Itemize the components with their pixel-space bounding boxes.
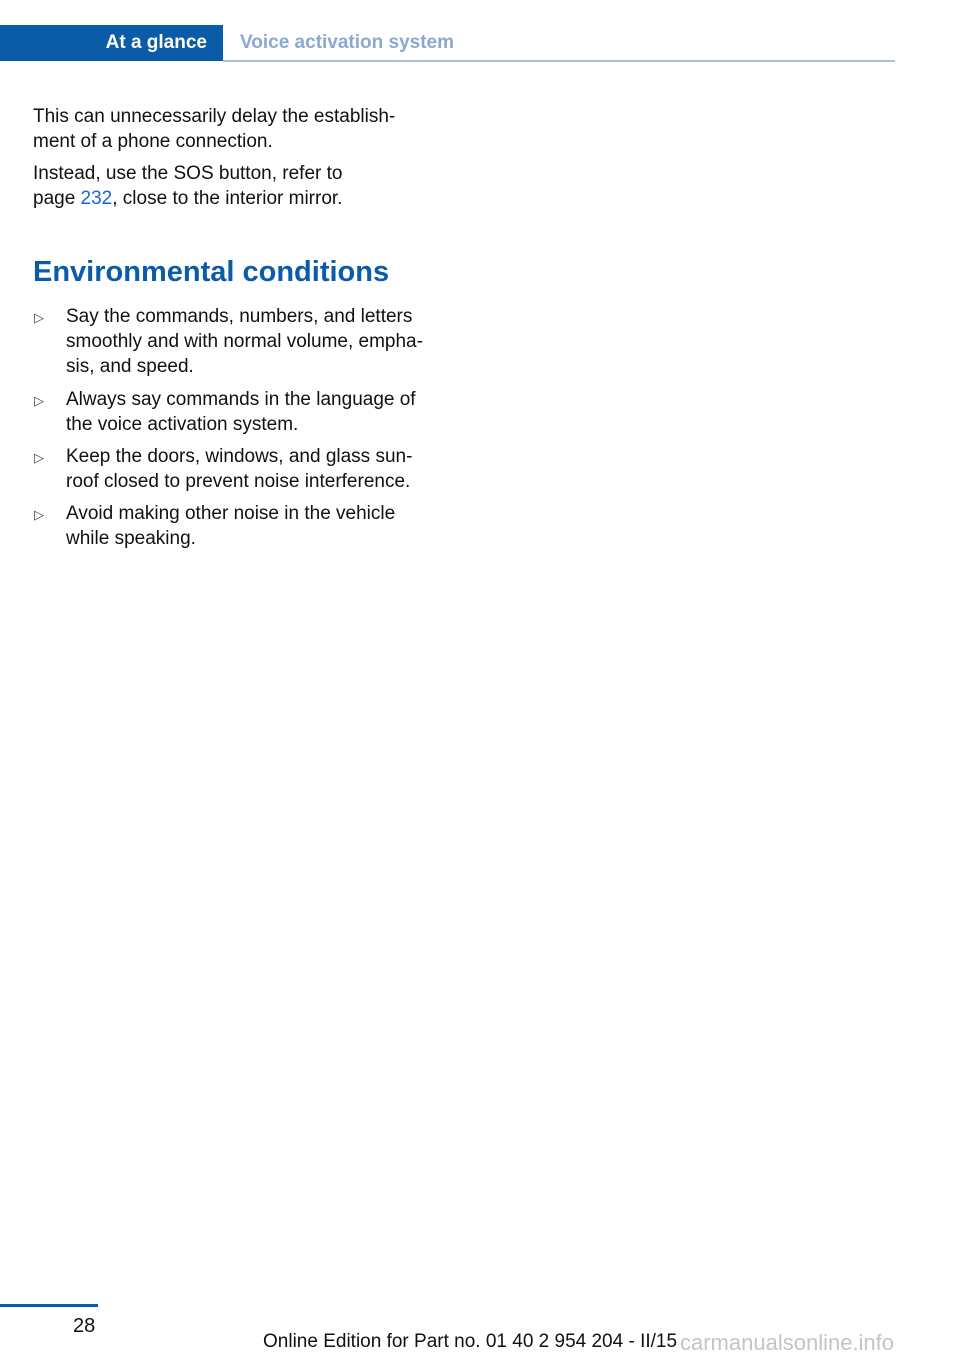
text: page [33, 188, 81, 209]
list-item: Avoid making other noise in the vehicle [66, 503, 396, 524]
section-title: Voice activation system [240, 32, 455, 53]
list-item: sis, and speed. [66, 356, 194, 377]
list-item: roof closed to prevent noise interference. [66, 471, 411, 492]
footer-divider [0, 1304, 98, 1307]
list-item: Always say commands in the language of [66, 389, 416, 410]
header-divider [223, 60, 895, 62]
watermark: carmanualsonline.info [680, 1330, 895, 1355]
page-link[interactable]: 232 [80, 188, 113, 209]
list-item: Say the commands, numbers, and letters [66, 306, 413, 327]
list-item: the voice activation system. [66, 414, 299, 435]
list-item: while speaking. [66, 528, 196, 549]
intro-text: ment of a phone connection. [33, 131, 273, 152]
intro-text: Instead, use the SOS button, refer to [33, 163, 343, 184]
intro-text-with-link [33, 186, 342, 211]
edition-text: Online Edition for Part no. 01 40 2 954 204 - II/15 [263, 1331, 678, 1352]
section-heading: Environmental conditions [33, 256, 390, 288]
bullet-icon: ▷ [34, 507, 44, 522]
bullet-icon: ▷ [34, 393, 44, 408]
text: , close to the interior mirror. [112, 188, 343, 209]
list-item: smoothly and with normal volume, empha- [66, 331, 423, 352]
intro-text: This can unnecessarily delay the establish- [33, 106, 396, 127]
page-number: 28 [73, 1315, 96, 1337]
bullet-icon: ▷ [34, 450, 44, 465]
list-item: Keep the doors, windows, and glass sun- [66, 446, 413, 467]
chapter-tab: At a glance [0, 25, 223, 61]
bullet-icon: ▷ [34, 310, 44, 325]
